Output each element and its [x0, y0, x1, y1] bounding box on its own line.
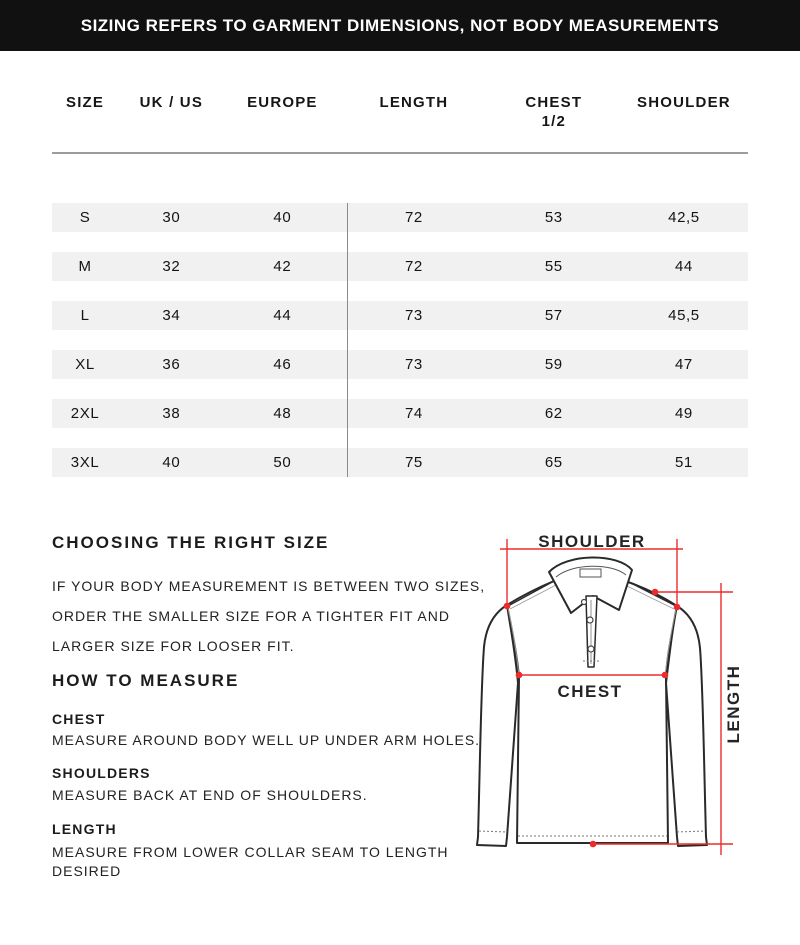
- measure-length-line: MEASURE FROM LOWER COLLAR SEAM TO LENGTH: [52, 844, 449, 860]
- column-header-ukus: UK / US: [139, 94, 204, 111]
- table-row: 2XL 38 48 74 62 49: [52, 399, 748, 428]
- table-row: M 32 42 72 55 44: [52, 252, 748, 281]
- paragraph-line: IF YOUR BODY MEASUREMENT IS BETWEEN TWO SIZES,: [52, 578, 486, 594]
- column-header-europe: EUROPE: [247, 94, 318, 111]
- placket-button: [588, 646, 594, 652]
- column-header-length: LENGTH: [379, 94, 449, 111]
- diagram-shoulder-label: SHOULDER: [538, 532, 646, 551]
- size-table-body: [52, 203, 748, 497]
- collar-button: [582, 600, 587, 605]
- measure-chest-label: CHEST: [52, 711, 106, 727]
- measure-dot: [652, 589, 659, 596]
- diagram-length-label: LENGTH: [724, 664, 743, 744]
- table-row: XL 36 46 73 59 47: [52, 350, 748, 379]
- choosing-size-heading: CHOOSING THE RIGHT SIZE: [52, 533, 330, 552]
- garment-diagram: [430, 525, 800, 945]
- measure-shoulders-label: SHOULDERS: [52, 765, 151, 781]
- measure-length-text: [52, 843, 452, 881]
- shirt-left-sleeve: [477, 605, 518, 846]
- measure-dot: [590, 841, 597, 848]
- column-header-chest: CHEST 1/2: [525, 94, 583, 130]
- shirt-right-sleeve: [666, 606, 707, 846]
- placket-button: [587, 617, 593, 623]
- measure-dot: [516, 672, 523, 679]
- header-divider-line: [52, 152, 748, 154]
- measure-dot: [674, 604, 681, 611]
- column-header-size: SIZE: [65, 94, 105, 111]
- choosing-size-paragraph: [52, 571, 492, 661]
- how-to-measure-heading: HOW TO MEASURE: [52, 671, 240, 690]
- column-header-shoulder: SHOULDER: [637, 94, 731, 111]
- banner: [0, 0, 800, 51]
- measure-dot: [662, 672, 669, 679]
- size-table-header: [52, 93, 748, 131]
- paragraph-line: ORDER THE SMALLER SIZE FOR A TIGHTER FIT AND: [52, 608, 450, 624]
- measure-shoulders-text: MEASURE BACK AT END OF SHOULDERS.: [52, 787, 368, 803]
- table-vertical-divider: [347, 203, 348, 477]
- measure-length-label: LENGTH: [52, 821, 117, 837]
- paragraph-line: LARGER SIZE FOR LOOSER FIT.: [52, 638, 295, 654]
- diagram-chest-label: CHEST: [557, 682, 623, 701]
- table-row: L 34 44 73 57 45,5: [52, 301, 748, 330]
- table-row: 3XL 40 50 75 65 51: [52, 448, 748, 477]
- measure-chest-text: MEASURE AROUND BODY WELL UP UNDER ARM HOLES.: [52, 732, 481, 748]
- measure-dot: [504, 603, 511, 610]
- measure-length-line: DESIRED: [52, 863, 122, 879]
- banner-text: SIZING REFERS TO GARMENT DIMENSIONS, NOT BODY MEASUREMENTS: [80, 15, 720, 35]
- table-row: S 30 40 72 53 42,5: [52, 203, 748, 232]
